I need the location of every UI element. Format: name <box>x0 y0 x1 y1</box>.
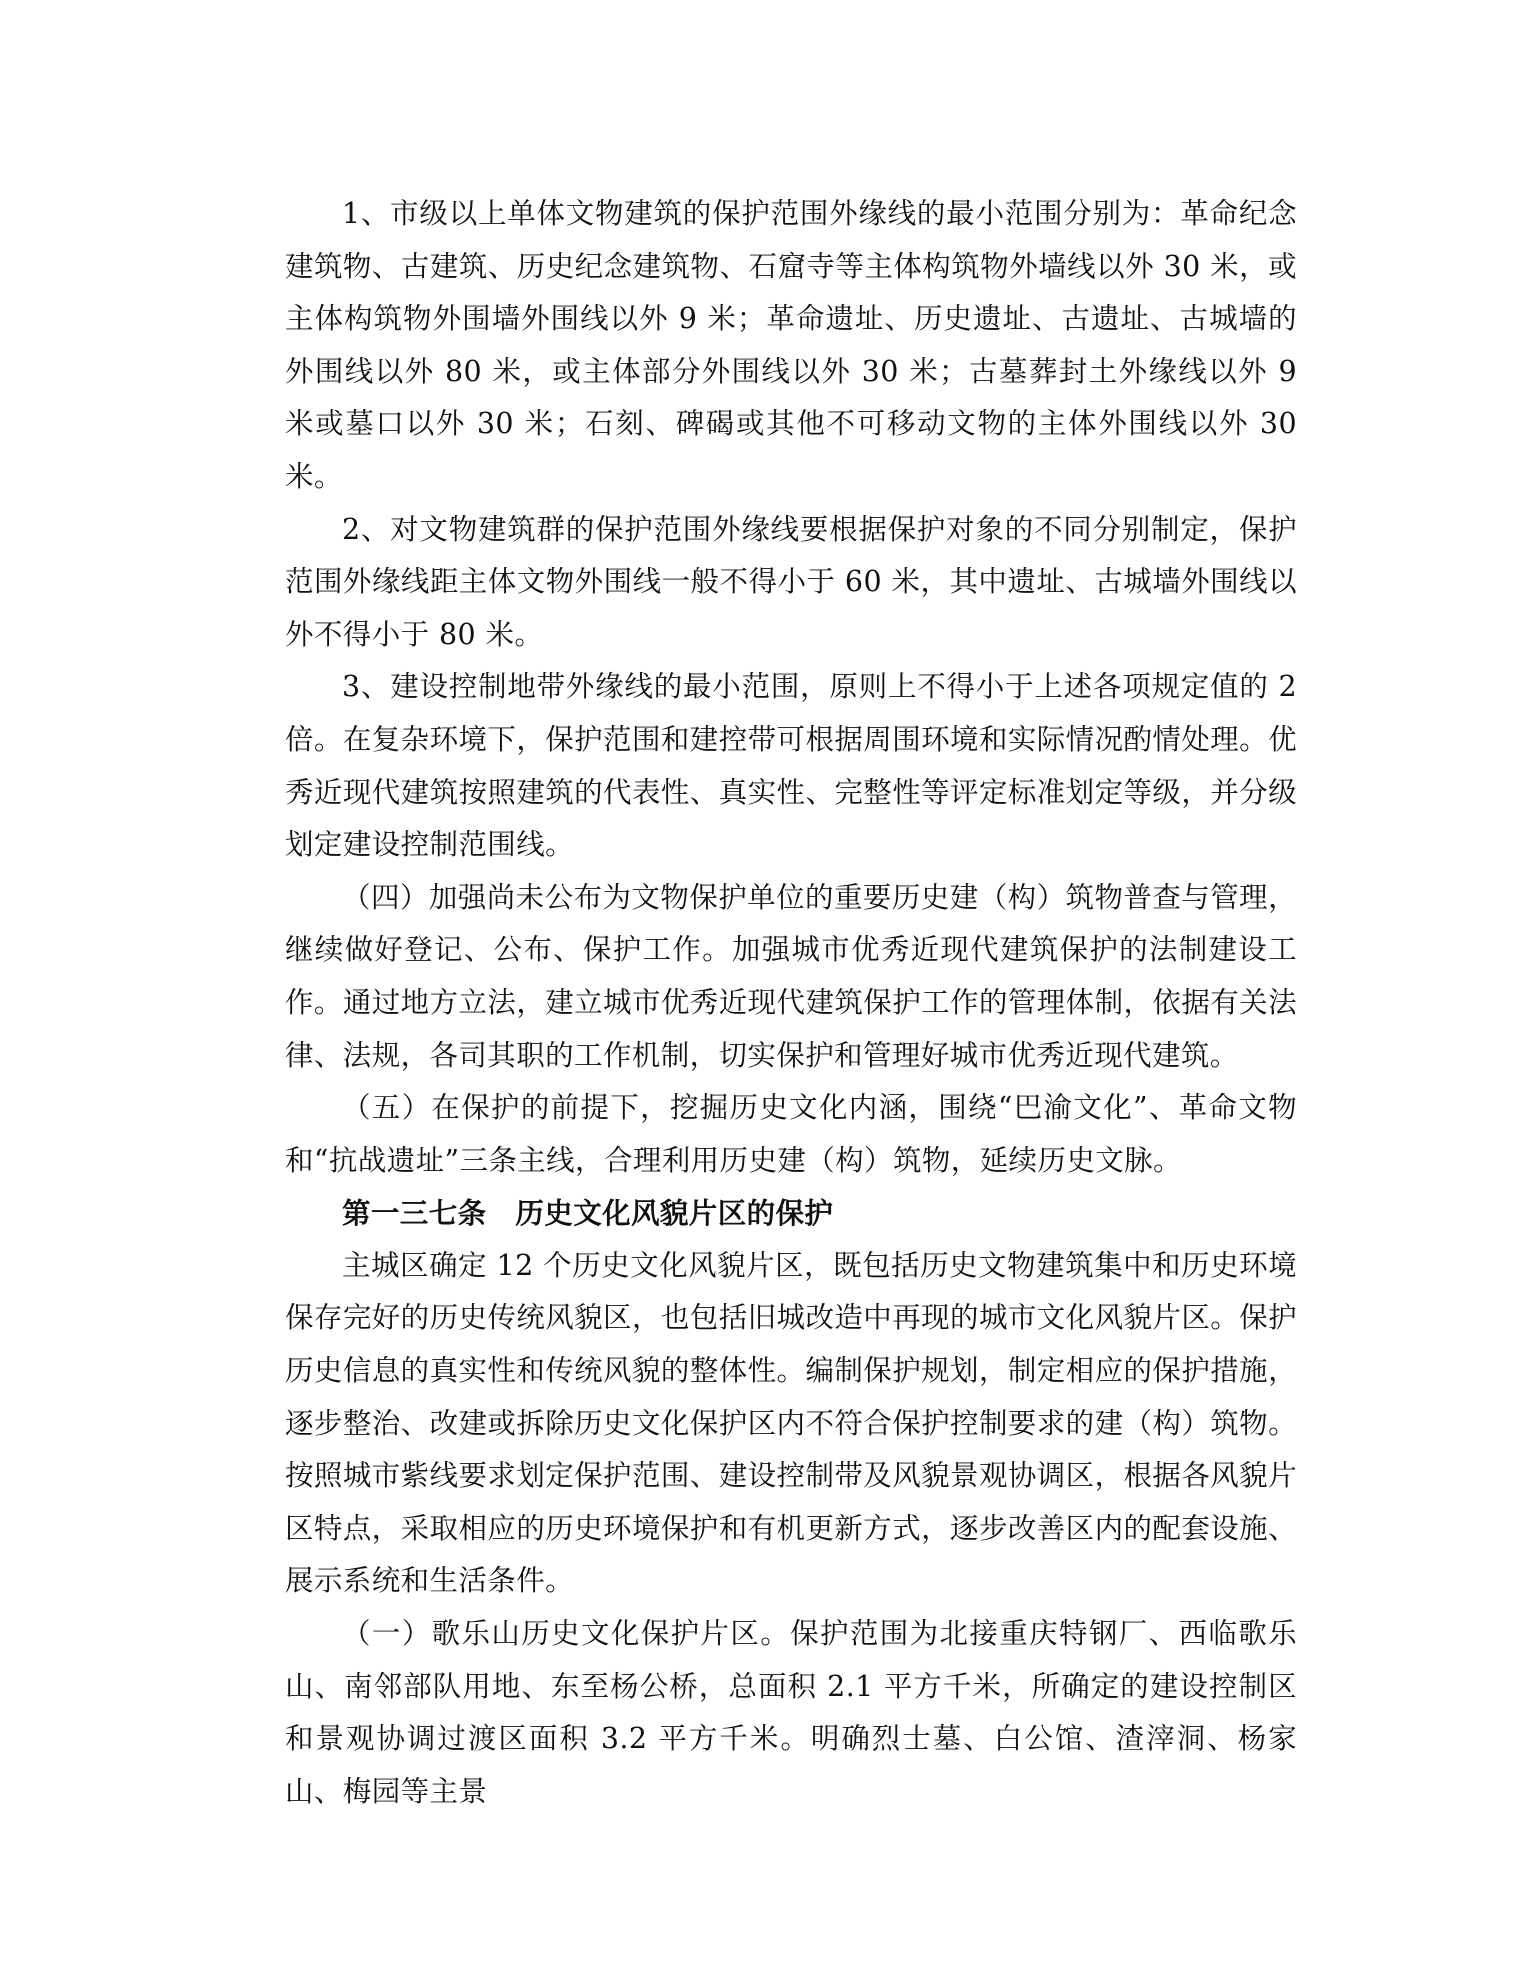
paragraph-3: 3、建设控制地带外缘线的最小范围，原则上不得小于上述各项规定值的 2 倍。在复杂环境下，保护范围和建控带可根据周围环境和实际情况酌情处理。优秀近现代建筑按照建筑的代表性、真实性、完整性等评定标准划定等级，并分级划定建设控制范围线。 <box>285 670 1297 862</box>
paragraph-5: （五）在保护的前提下，挖掘历史文化内涵，围绕“巴渝文化”、革命文物和“抗战遗址”三条主线，合理利用历史建（构）筑物，延续历史文脉。 <box>285 1091 1297 1177</box>
paragraph-7: （一）歌乐山历史文化保护片区。保护范围为北接重庆特钢厂、西临歌乐山、南邻部队用地、东至杨公桥，总面积 2.1 平方千米，所确定的建设控制区和景观协调过渡区面积 3.2 平方千米。明确烈士墓、白公馆、渣滓洞、杨家山、梅园等主景 <box>285 1617 1297 1808</box>
paragraph-1: 1、市级以上单体文物建筑的保护范围外缘线的最小范围分别为：革命纪念建筑物、古建筑、历史纪念建筑物、石窟寺等主体构筑物外墙线以外 30 米，或主体构筑物外围墙外围线以外 9 米；革命遗址、历史遗址、古遗址、古城墙的外围线以外 80 米，或主体部分外围线以外 30 米；古墓葬封土外缘线以外 9 米或墓口以外 30 米；石刻、碑碣或其他不可移动文物的主体外围线以外 30 米。 <box>285 197 1297 493</box>
paragraph-6: 主城区确定 12 个历史文化风貌片区，既包括历史文物建筑集中和历史环境保存完好的历史传统风貌区，也包括旧城改造中再现的城市文化风貌片区。保护历史信息的真实性和传统风貌的整体性。编制保护规划，制定相应的保护措施，逐步整治、改建或拆除历史文化保护区内不符合保护控制要求的建（构）筑物。按照城市紫线要求划定保护范围、建设控制带及风貌景观协调区，根据各风貌片区特点，采取相应的历史环境保护和有机更新方式，逐步改善区内的配套设施、展示系统和生活条件。 <box>285 1248 1297 1598</box>
section-heading: 第一三七条 历史文化风貌片区的保护 <box>342 1196 834 1231</box>
document-page <box>285 188 1297 1818</box>
paragraph-4: （四）加强尚未公布为文物保护单位的重要历史建（构）筑物普查与管理，继续做好登记、公布、保护工作。加强城市优秀近现代建筑保护的法制建设工作。通过地方立法，建立城市优秀近现代建筑保护工作的管理体制，依据有关法律、法规，各司其职的工作机制，切实保护和管理好城市优秀近现代建筑。 <box>285 880 1297 1072</box>
paragraph-2: 2、对文物建筑群的保护范围外缘线要根据保护对象的不同分别制定，保护范围外缘线距主体文物外围线一般不得小于 60 米，其中遗址、古城墙外围线以外不得小于 80 米。 <box>285 512 1297 651</box>
